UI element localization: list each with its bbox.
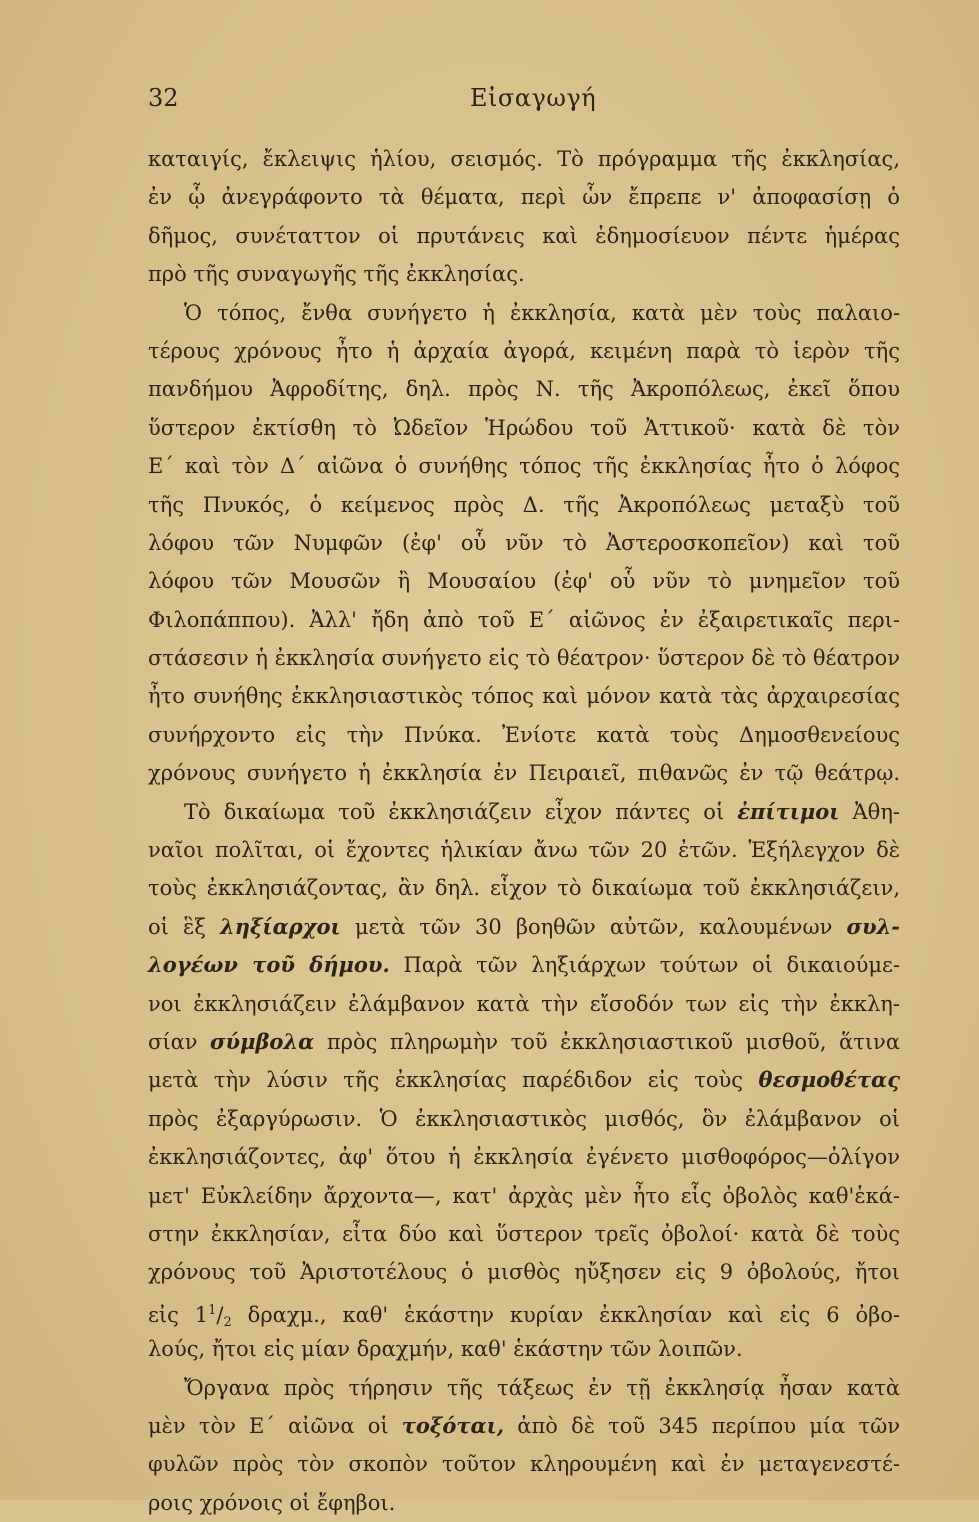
- page-header: [148, 84, 899, 120]
- running-title: Εἰσαγωγή: [470, 84, 597, 112]
- text-line: ροις χρόνοις οἱ ἔφηβοι.: [148, 1490, 396, 1515]
- text-line: [148, 946, 900, 984]
- text-line: [148, 1061, 900, 1099]
- text-run: πρὸς πληρωμὴν τοῦ ἐκκλησιαστικοῦ μισθοῦ, ἅτινα: [314, 1029, 900, 1054]
- text-line: [148, 1023, 900, 1061]
- text-line: ἦτο συνήθης ἐκκλησιαστικὸς τόπος καὶ μόνον κατὰ τὰς ἀρχαιρεσίας: [148, 684, 900, 709]
- text-line: λόφου τῶν Μουσῶν ἢ Μουσαίου (ἐφ' οὗ νῦν τὸ μνημεῖον τοῦ: [148, 569, 900, 594]
- text-line: Ὁ τόπος, ἔνθα συνήγετο ἡ ἐκκλησία, κατὰ μὲν τοὺς παλαιο-: [184, 300, 900, 325]
- text-line: ναῖοι πολῖται, οἱ ἔχοντες ἡλικίαν ἄνω τῶν 20 ἐτῶν. Ἐξήλεγχον δὲ: [148, 838, 900, 863]
- text-run: ἀπὸ δὲ τοῦ 345 περίπου μία τῶν: [504, 1413, 901, 1438]
- text-line: Ε΄ καὶ τὸν Δ΄ αἰῶνα ὁ συνήθης τόπος τῆς ἐκκλησίας ἦτο ὁ λόφος: [148, 454, 900, 479]
- text-line: Φιλοπάππου). Ἀλλ' ἤδη ἀπὸ τοῦ Ε΄ αἰῶνος ἐν ἐξαιρετικαῖς περι-: [148, 607, 900, 632]
- fraction-slash: /: [216, 1302, 224, 1327]
- bold-term: ληξίαρχοι: [220, 913, 341, 939]
- page-number: 32: [148, 84, 179, 112]
- text-run: οἱ ἓξ: [148, 914, 220, 939]
- text-line: πρὸς ἐξαργύρωσιν. Ὁ ἐκκλησιαστικὸς μισθός, ὃν ἐλάμβανον οἱ: [148, 1106, 900, 1131]
- text-line: δῆμος, συνέταττον οἱ πρυτάνεις καὶ ἐδημοσίευον πέντε ἡμέρας: [148, 223, 900, 248]
- text-run: μετὰ τὴν λύσιν τῆς ἐκκλησίας παρέδιδον εἰς τοὺς: [148, 1068, 759, 1093]
- text-run: εἰς 1: [148, 1302, 209, 1327]
- text-line: χρόνους τοῦ Ἀριστοτέλους ὁ μισθὸς ηὔξησεν εἰς 9 ὀβολούς, ἤτοι: [148, 1260, 900, 1285]
- text-run: Παρὰ τῶν ληξιάρχων τούτων οἱ δικαιούμε-: [389, 953, 900, 978]
- text-run: μετὰ τῶν 30 βοηθῶν αὐτῶν, καλουμένων: [340, 914, 847, 939]
- text-line: συνήρχοντο εἰς τὴν Πνύκα. Ἐνίοτε κατὰ τοὺς Δημοσθενείους: [148, 722, 900, 747]
- body-text: [148, 140, 900, 1522]
- text-line: ὕστερον ἐκτίσθη τὸ Ὠδεῖον Ἡρώδου τοῦ Ἀττικοῦ· κατὰ δὲ τὸν: [148, 415, 900, 440]
- text-line: ἐκκλησιάζοντες, ἀφ' ὅτου ἡ ἐκκλησία ἐγένετο μισθοφόρος—ὀλίγον: [148, 1145, 900, 1170]
- text-line: ἐν ᾧ ἀνεγράφοντο τὰ θέματα, περὶ ὧν ἔπρεπε ν' ἀποφασίσῃ ὁ: [148, 185, 900, 210]
- text-line: πανδήμου Ἀφροδίτης, δηλ. πρὸς Ν. τῆς Ἀκροπόλεως, ἐκεῖ ὅπου: [148, 377, 900, 402]
- bold-term: θεσμοθέτας: [758, 1067, 900, 1093]
- bold-term: συλ-: [846, 913, 900, 939]
- text-line: λόφου τῶν Νυμφῶν (ἐφ' οὗ νῦν τὸ Ἀστεροσκοπεῖον) καὶ τοῦ: [148, 530, 900, 555]
- text-line: [148, 1292, 900, 1330]
- text-run: μὲν τὸν Ε΄ αἰῶνα οἱ: [148, 1413, 402, 1438]
- text-line: στην ἐκκλησίαν, εἶτα δύο καὶ ὕστερον τρεῖς ὀβολοί· κατὰ δὲ τοὺς: [148, 1221, 900, 1246]
- text-line: λούς, ἤτοι εἰς μίαν δραχμήν, καθ' ἑκάστην τῶν λοιπῶν.: [148, 1337, 743, 1362]
- fraction-numerator: 1: [208, 1302, 217, 1318]
- fraction-denominator: 2: [223, 1314, 232, 1330]
- text-line: τέρους χρόνους ἦτο ἡ ἀρχαία ἀγορά, κειμένη παρὰ τὸ ἱερὸν τῆς: [148, 338, 900, 363]
- bold-term: σύμβολα: [210, 1028, 315, 1054]
- text-line: τῆς Πνυκός, ὁ κείμενος πρὸς Δ. τῆς Ἀκροπόλεως μεταξὺ τοῦ: [148, 492, 900, 517]
- bold-term: τοξόται,: [401, 1412, 505, 1438]
- text-line: χρόνους συνήγετο ἡ ἐκκλησία ἐν Πειραιεῖ, πιθανῶς ἐν τῷ θεάτρῳ.: [148, 761, 900, 786]
- text-run: δραχμ., καθ' ἑκάστην κυρίαν ἐκκλησίαν καὶ εἰς 6 ὀβο-: [231, 1302, 900, 1327]
- text-line: στάσεσιν ἡ ἐκκλησία συνήγετο εἰς τὸ θέατρον· ὕστερον δὲ τὸ θέατρον: [148, 646, 900, 671]
- text-line: μετ' Εὐκλείδην ἄρχοντα—, κατ' ἀρχὰς μὲν ἦτο εἷς ὀβολὸς καθ'ἑκά-: [148, 1183, 900, 1208]
- text-line: καταιγίς, ἔκλειψις ἡλίου, σεισμός. Τὸ πρόγραμμα τῆς ἐκκλησίας,: [148, 147, 900, 171]
- bold-term: λογέων τοῦ δήμου.: [148, 952, 390, 978]
- text-line: νοι ἐκκλησιάζειν ἐλάμβανον κατὰ τὴν εἴσοδόν των εἰς τὴν ἐκκλη-: [148, 991, 900, 1016]
- text-line: τοὺς ἐκκλησιάζοντας, ἂν δηλ. εἶχον τὸ δικαίωμα τοῦ ἐκκλησιάζειν,: [148, 876, 900, 901]
- bold-term: ἐπίτιμοι: [737, 798, 840, 824]
- text-line: πρὸ τῆς συναγωγῆς τῆς ἐκκλησίας.: [148, 262, 525, 287]
- text-line: [148, 908, 900, 946]
- text-line: Ὄργανα πρὸς τήρησιν τῆς τάξεως ἐν τῇ ἐκκλησίᾳ ἦσαν κατὰ: [184, 1375, 900, 1400]
- text-run: Τὸ δικαίωμα τοῦ ἐκκλησιάζειν εἶχον πάντες οἱ: [184, 799, 738, 824]
- text-run: σίαν: [148, 1029, 211, 1054]
- text-line: φυλῶν πρὸς τὸν σκοπὸν τοῦτον κληρουμένη καὶ ἐν μεταγενεστέ-: [148, 1452, 900, 1477]
- text-run: Ἀθη-: [839, 799, 901, 824]
- text-line: [148, 793, 900, 831]
- text-line: [148, 1407, 900, 1445]
